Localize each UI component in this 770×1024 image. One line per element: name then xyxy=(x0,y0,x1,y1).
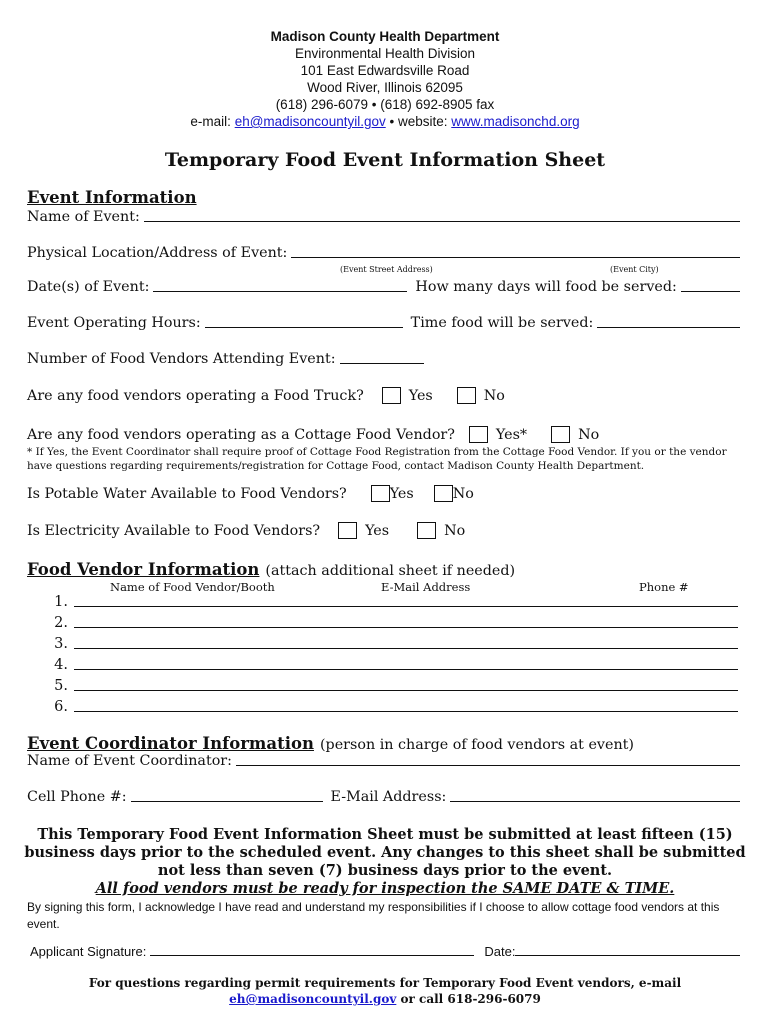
water-row xyxy=(27,485,740,502)
vendors-count-label: Number of Food Vendors Attending Event: xyxy=(27,351,336,367)
yes-label: Yes xyxy=(408,387,433,404)
time-field[interactable] xyxy=(597,327,740,328)
address-line-1: 101 East Edwardsville Road xyxy=(300,63,470,78)
date-field[interactable] xyxy=(515,955,740,956)
hours-field[interactable] xyxy=(205,327,403,328)
website-link[interactable]: www.madisonchd.org xyxy=(451,114,580,129)
vendor-row-field[interactable] xyxy=(74,669,738,670)
vendors-count-field[interactable] xyxy=(340,363,424,364)
footer-email-link[interactable]: eh@madisoncountyil.gov xyxy=(229,992,397,1006)
days-label: How many days will food be served: xyxy=(415,279,677,295)
cottage-question: Are any food vendors operating as a Cottage Food Vendor? xyxy=(27,426,455,443)
col-email: E-Mail Address xyxy=(381,580,471,594)
vendor-row xyxy=(48,678,738,694)
electricity-row xyxy=(27,522,740,539)
section-title: Event Information xyxy=(27,188,197,207)
section-note: (person in charge of food vendors at event) xyxy=(319,737,634,753)
col-phone: Phone # xyxy=(639,580,689,594)
division: Environmental Health Division xyxy=(294,46,476,61)
email-field[interactable] xyxy=(450,801,740,802)
water-yes-checkbox[interactable] xyxy=(371,485,390,502)
col-vendor-name: Name of Food Vendor/Booth xyxy=(110,580,275,594)
vendor-row xyxy=(48,615,738,631)
city-hint: (Event City) xyxy=(610,265,659,274)
footer-line-1: For questions regarding permit requirements for Temporary Food Event vendors, e-mail xyxy=(88,976,682,990)
vendor-row-field[interactable] xyxy=(74,627,738,628)
address-line-2: Wood River, Illinois 62095 xyxy=(307,80,463,95)
email-link[interactable]: eh@madisoncountyil.gov xyxy=(234,114,386,129)
cottage-yes-checkbox[interactable] xyxy=(469,426,488,443)
signature-field[interactable] xyxy=(150,955,474,956)
dates-label: Date(s) of Event: xyxy=(27,279,150,295)
coordinator-section-heading xyxy=(27,734,740,753)
notice-line-2: business days prior to the scheduled event. Any changes to this sheet shall be submitted xyxy=(24,844,746,861)
yes-label: Yes xyxy=(365,522,390,539)
page-title: Temporary Food Event Information Sheet xyxy=(164,149,606,171)
event-name-label: Name of Event: xyxy=(27,209,140,225)
event-name-row xyxy=(27,209,740,225)
row-number: 1. xyxy=(54,594,68,610)
no-label: No xyxy=(444,522,466,539)
cottage-note: * If Yes, the Event Coordinator shall require proof of Cottage Food Registration from the Cottage Food Vendor. If you or the vendor have questions regarding requirements/registration for Cottage Food, contact Madison County Health Department. xyxy=(27,446,727,472)
no-label: No xyxy=(483,387,505,404)
vendor-row-field[interactable] xyxy=(74,606,738,607)
yes-label: Yes xyxy=(389,485,414,502)
email-label: E-Mail Address: xyxy=(330,789,447,805)
date-label: Date: xyxy=(484,944,516,959)
cottage-row xyxy=(27,426,740,443)
electricity-question: Is Electricity Available to Food Vendors? xyxy=(27,522,321,539)
letterhead xyxy=(0,28,770,130)
email-prefix: e-mail: xyxy=(190,114,231,129)
vendor-row-field[interactable] xyxy=(74,690,738,691)
street-hint: (Event Street Address) xyxy=(340,265,433,274)
location-field[interactable] xyxy=(291,257,740,258)
vendor-row xyxy=(48,636,738,652)
org-name: Madison County Health Department xyxy=(270,29,500,44)
yes-star-label: Yes* xyxy=(495,426,528,443)
no-label: No xyxy=(452,485,474,502)
hours-row xyxy=(27,315,740,331)
vendor-row xyxy=(48,657,738,673)
cell-label: Cell Phone #: xyxy=(27,789,127,805)
section-title: Food Vendor Information xyxy=(27,560,260,579)
electricity-yes-checkbox[interactable] xyxy=(338,522,357,539)
coordinator-name-label: Name of Event Coordinator: xyxy=(27,753,232,769)
food-truck-row xyxy=(27,387,740,404)
electricity-no-checkbox[interactable] xyxy=(417,522,436,539)
footer-line-2 xyxy=(0,991,770,1007)
coordinator-contact-row xyxy=(27,789,740,805)
days-field[interactable] xyxy=(681,291,740,292)
vendor-row xyxy=(48,594,738,610)
vendor-row-field[interactable] xyxy=(74,648,738,649)
water-no-checkbox[interactable] xyxy=(434,485,453,502)
event-section-heading xyxy=(27,188,740,207)
footer-call: or call 618-296-6079 xyxy=(400,992,541,1006)
water-question: Is Potable Water Available to Food Vendors? xyxy=(27,485,347,502)
hours-label: Event Operating Hours: xyxy=(27,315,201,331)
time-label: Time food will be served: xyxy=(410,315,594,331)
vendor-row xyxy=(48,699,738,715)
vendor-section-heading xyxy=(27,560,740,579)
row-number: 3. xyxy=(54,636,68,652)
notice-line-3: not less than seven (7) business days prior to the event. xyxy=(157,862,613,879)
acknowledgement: By signing this form, I acknowledge I have read and understand my responsibilities if I choose to allow cottage food vendors at this event. xyxy=(27,900,720,931)
row-number: 2. xyxy=(54,615,68,631)
cottage-no-checkbox[interactable] xyxy=(551,426,570,443)
row-number: 5. xyxy=(54,678,68,694)
section-note: (attach additional sheet if needed) xyxy=(265,563,516,579)
notice-line-4: All food vendors must be ready for inspection the SAME DATE & TIME. xyxy=(95,880,675,897)
section-title: Event Coordinator Information xyxy=(27,734,314,753)
row-number: 4. xyxy=(54,657,68,673)
signature-label: Applicant Signature: xyxy=(30,944,147,959)
vendor-row-field[interactable] xyxy=(74,711,738,712)
row-number: 6. xyxy=(54,699,68,715)
food-truck-question: Are any food vendors operating a Food Truck? xyxy=(27,387,364,404)
event-name-field[interactable] xyxy=(144,221,740,222)
cell-field[interactable] xyxy=(131,801,323,802)
food-truck-yes-checkbox[interactable] xyxy=(382,387,401,404)
no-label: No xyxy=(578,426,600,443)
coordinator-name-field[interactable] xyxy=(236,765,740,766)
dates-field[interactable] xyxy=(153,291,407,292)
signature-row xyxy=(30,944,740,959)
web-prefix: • website: xyxy=(389,114,448,129)
dates-row xyxy=(27,279,740,295)
food-truck-no-checkbox[interactable] xyxy=(457,387,476,404)
location-label: Physical Location/Address of Event: xyxy=(27,245,288,261)
notice-line-1: This Temporary Food Event Information Sheet must be submitted at least fifteen (15) xyxy=(37,826,733,843)
location-row xyxy=(27,245,740,261)
vendors-count-row xyxy=(27,351,740,367)
coordinator-name-row xyxy=(27,753,740,769)
contact-line xyxy=(0,113,770,130)
phone-line: (618) 296-6079 • (618) 692-8905 fax xyxy=(275,97,495,112)
